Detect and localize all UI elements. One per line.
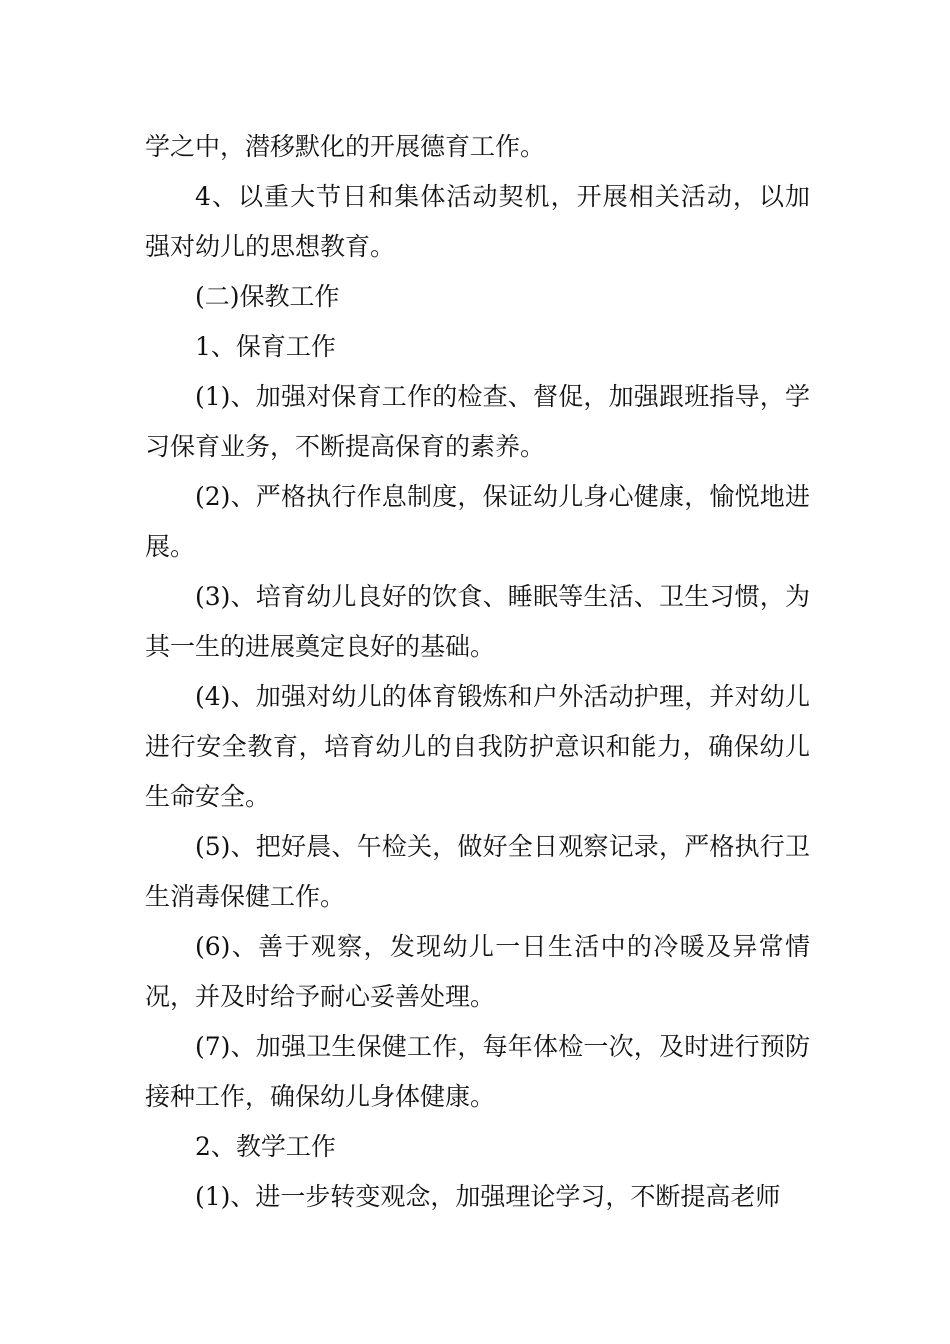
paragraph-continuation: 学之中，潜移默化的开展德育工作。 [145,132,546,161]
subsection-heading-baoyu: 1、保育工作 [195,332,336,361]
paragraph-baoyu-6: (6)、善于观察，发现幼儿一日生活中的冷暖及异常情况，并及时给予耐心妥善处理。 [145,932,810,1011]
document-body [145,122,810,1222]
paragraph-jiaoxue-1: (1)、进一步转变观念，加强理论学习，不断提高老师 [195,1182,781,1211]
paragraph-baoyu-3: (3)、培育幼儿良好的饮食、睡眠等生活、卫生习惯，为其一生的进展奠定良好的基础。 [145,582,810,661]
paragraph-item-4: 4、以重大节日和集体活动契机，开展相关活动，以加强对幼儿的思想教育。 [145,182,810,261]
paragraph-baoyu-1: (1)、加强对保育工作的检查、督促，加强跟班指导，学习保育业务，不断提高保育的素养。 [145,382,810,461]
paragraph-baoyu-2: (2)、严格执行作息制度，保证幼儿身心健康，愉悦地进展。 [145,482,810,561]
paragraph-baoyu-7: (7)、加强卫生保健工作，每年体检一次，及时进行预防接种工作，确保幼儿身体健康。 [145,1032,810,1111]
paragraph-baoyu-4: (4)、加强对幼儿的体育锻炼和户外活动护理，并对幼儿进行安全教育，培育幼儿的自我防护意识和能力，确保幼儿生命安全。 [145,682,810,811]
section-heading-baojiao: (二)保教工作 [195,282,340,311]
paragraph-baoyu-5: (5)、把好晨、午检关，做好全日观察记录，严格执行卫生消毒保健工作。 [145,832,810,911]
subsection-heading-jiaoxue: 2、教学工作 [195,1132,336,1161]
